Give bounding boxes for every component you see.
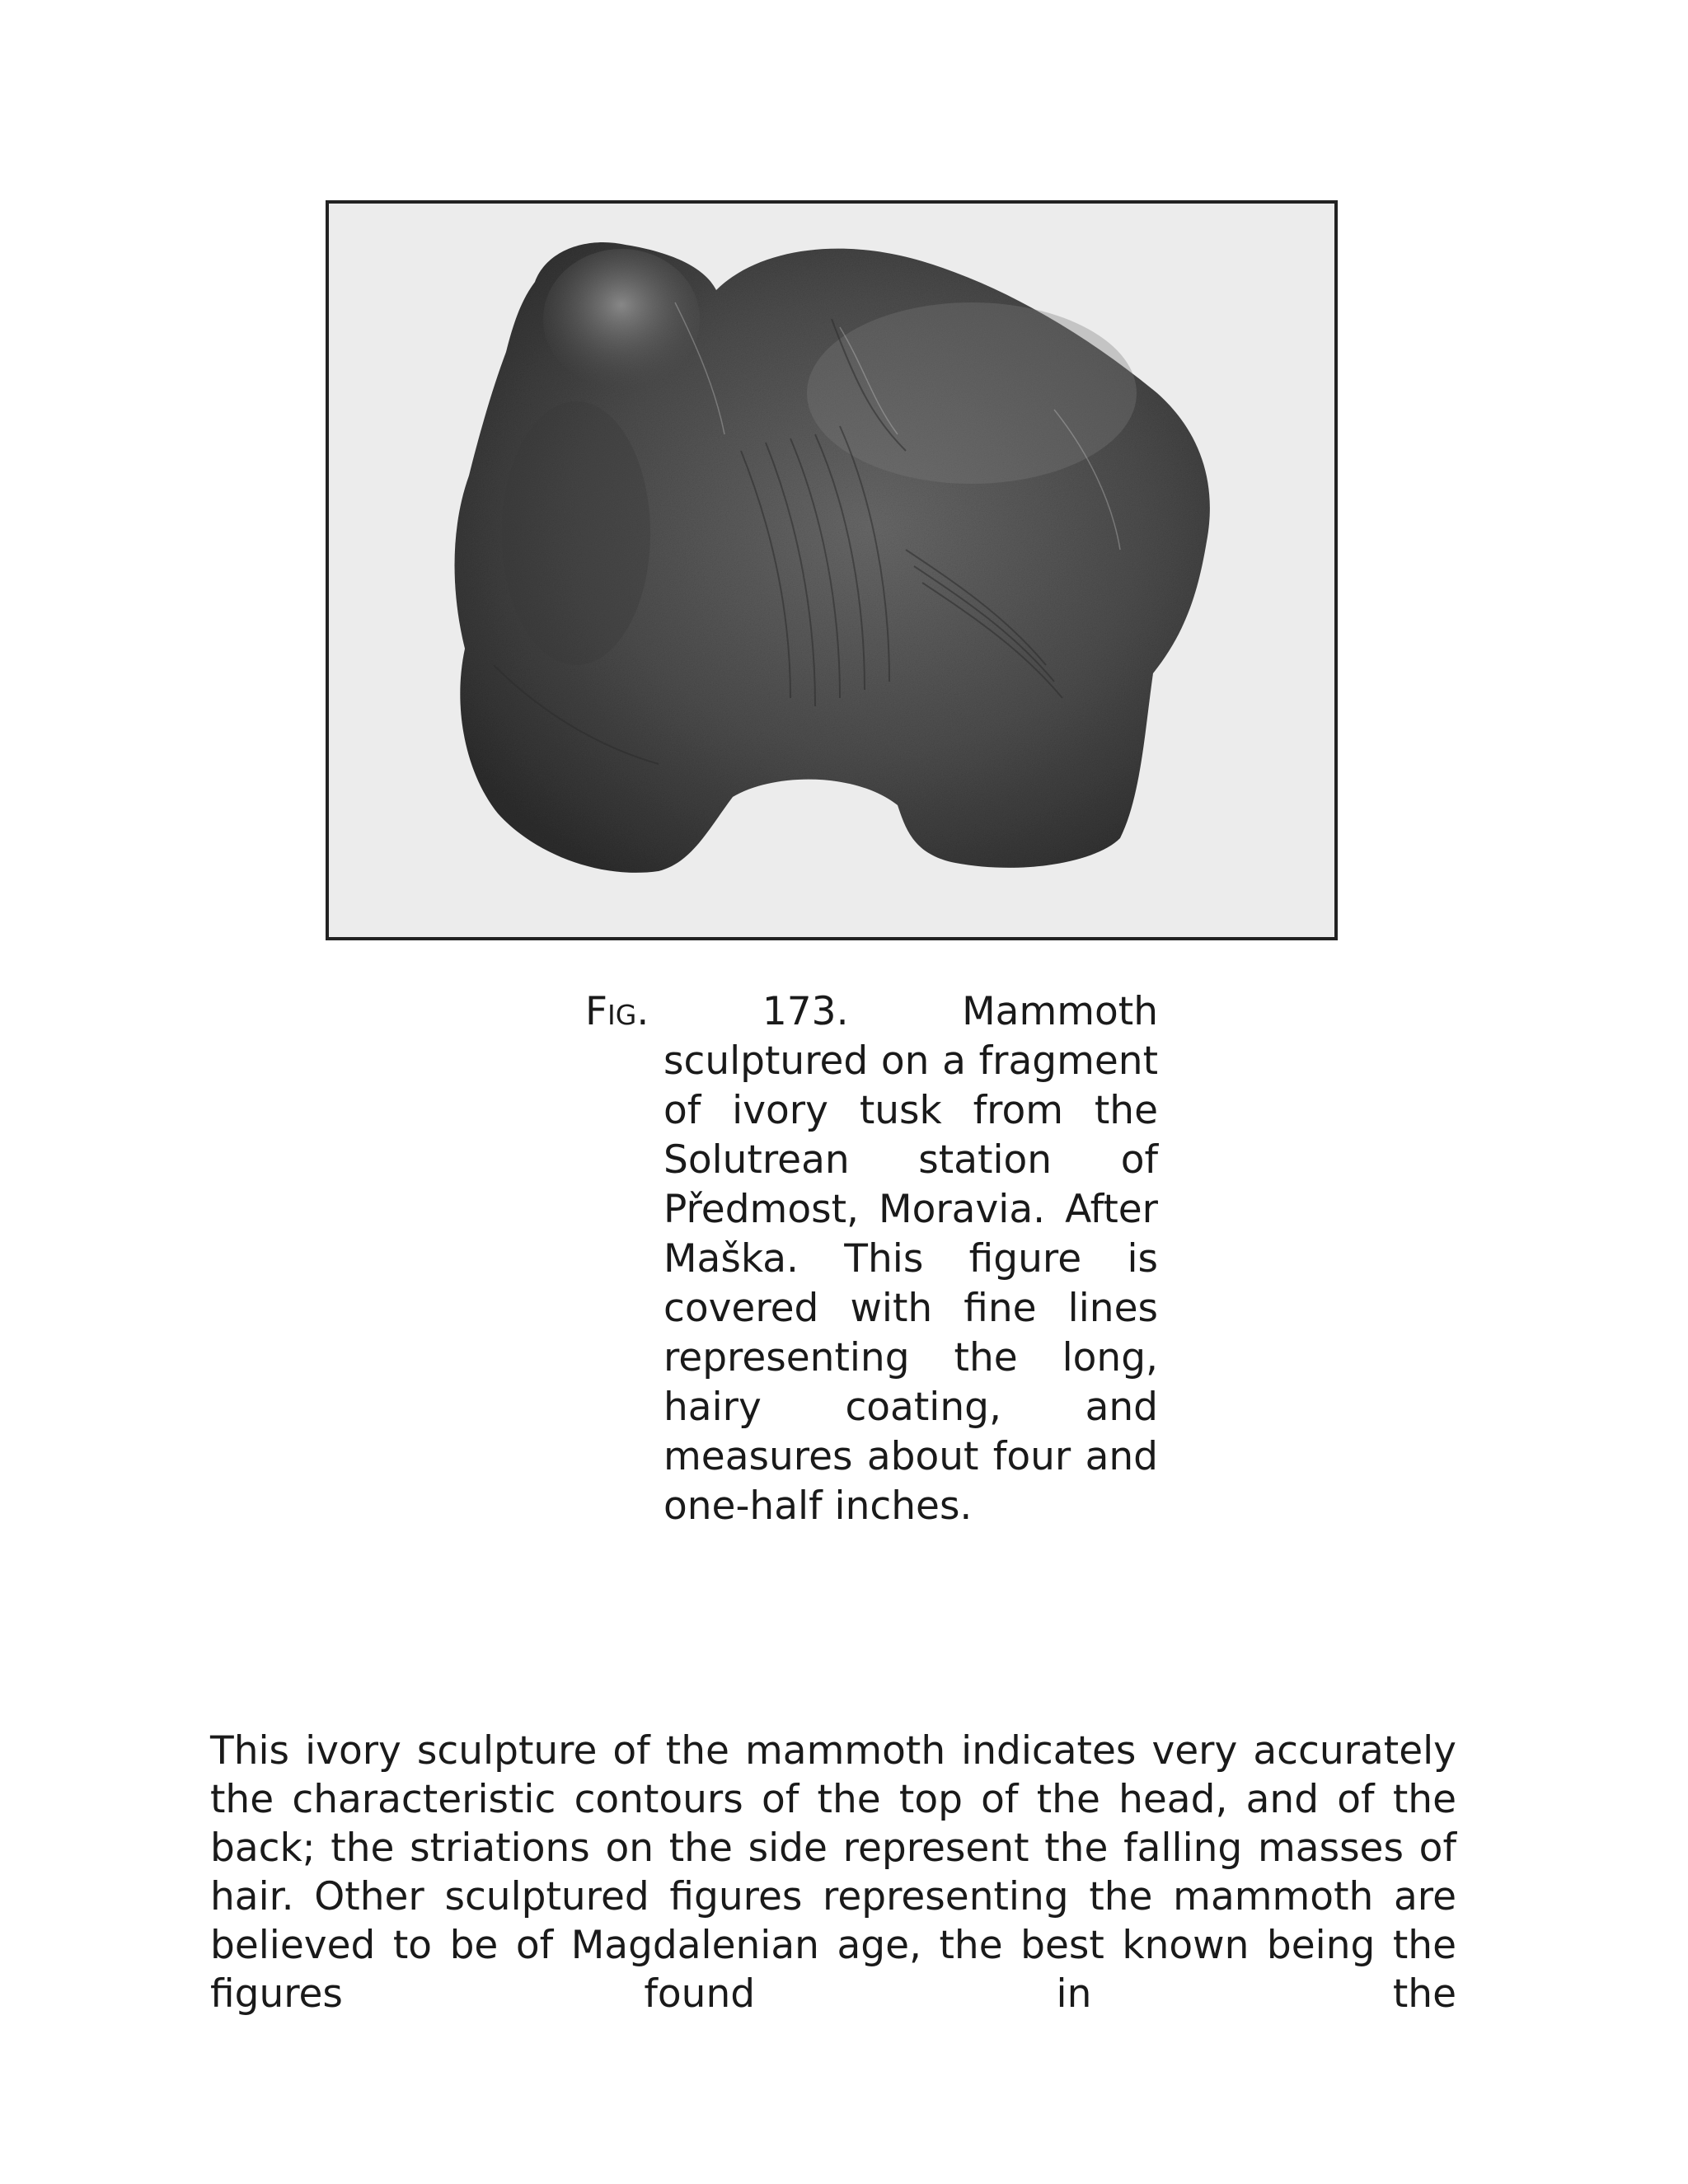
figure-label: Fig.: [585, 989, 649, 1034]
mammoth-shape: [455, 242, 1210, 873]
figure-photograph: [326, 200, 1338, 940]
figure-caption-text: 173. Mammoth sculptured on a fragment of ivory tusk from the Solutrean station of Předmost, Moravia. After Maška. This figure is covered with fine lines representing the long, hairy coating, and measures about four and one-half inches.: [663, 989, 1158, 1529]
mammoth-sculpture-image: [329, 204, 1334, 937]
figure-caption: [585, 987, 1158, 1531]
body-paragraph: This ivory sculpture of the mammoth indicates very accurately the characteristic contours of the top of the head, and of the back; the striations on the side represent the falling masses of hair. Other sculptured figures representing the mammoth are believed to be of Magdalenian age, the best known being the figures found in the: [210, 1728, 1456, 2017]
